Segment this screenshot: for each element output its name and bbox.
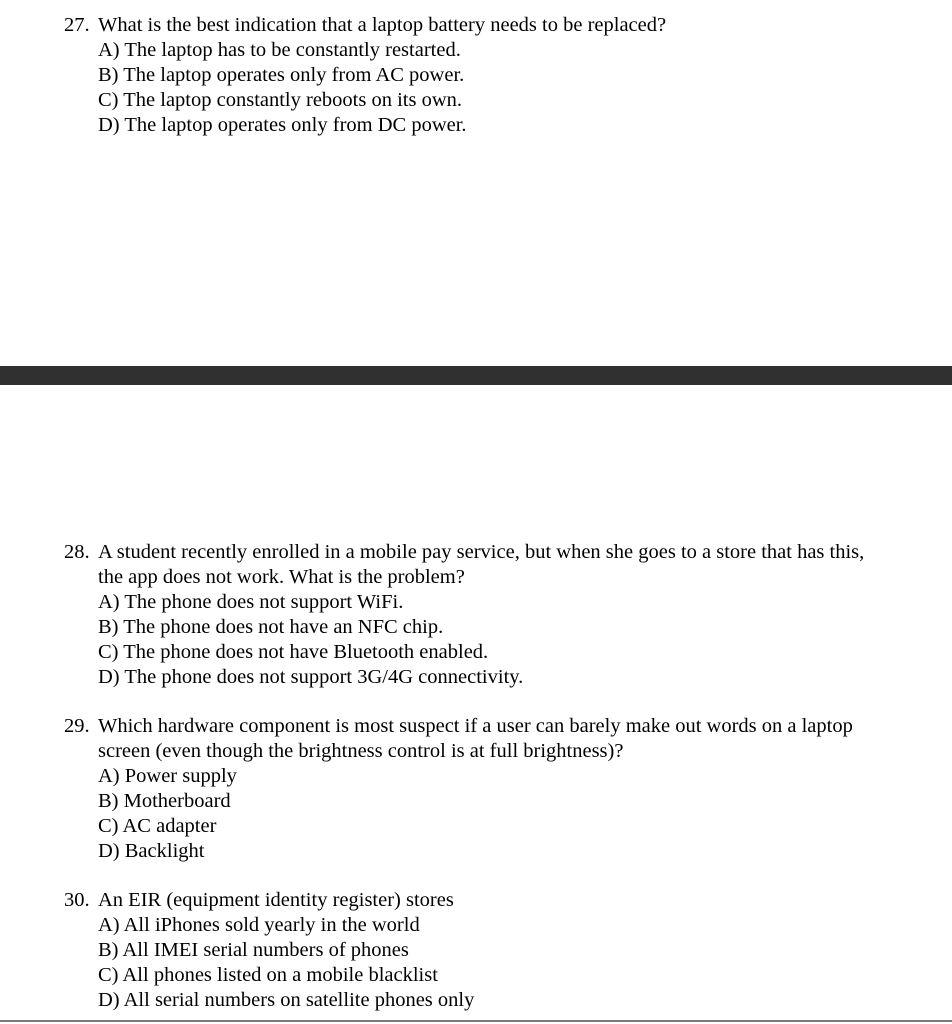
page-break-divider	[0, 366, 952, 385]
question-stem	[64, 13, 894, 38]
answer-option-b: B) All IMEI serial numbers of phones	[98, 939, 409, 961]
question-27	[64, 13, 894, 138]
question-stem	[64, 714, 894, 764]
answer-option-b: B) The laptop operates only from AC power.	[98, 64, 465, 86]
answer-options	[64, 590, 894, 690]
question-number: 28.	[64, 541, 90, 563]
answer-option-b: B) The phone does not have an NFC chip.	[98, 616, 444, 638]
answer-option-a: A) The laptop has to be constantly restarted.	[98, 39, 461, 61]
answer-option-d: D) All serial numbers on satellite phones only	[98, 989, 475, 1011]
question-text: An EIR (equipment identity register) stores	[98, 889, 454, 911]
answer-options	[64, 913, 894, 1013]
question-text: Which hardware component is most suspect if a user can barely make out words on a laptop screen (even though the brightness control is at full brightness)?	[98, 715, 853, 762]
answer-option-d: D) Backlight	[98, 840, 205, 862]
question-number: 29.	[64, 715, 90, 737]
answer-option-d: D) The laptop operates only from DC power.	[98, 114, 467, 136]
question-number: 27.	[64, 14, 90, 36]
question-stem	[64, 540, 894, 590]
answer-option-a: A) All iPhones sold yearly in the world	[98, 914, 420, 936]
answer-option-c: C) All phones listed on a mobile blacklist	[98, 964, 438, 986]
answer-options	[64, 38, 894, 138]
document-page-top	[0, 0, 952, 366]
answer-option-c: C) The laptop constantly reboots on its own.	[98, 89, 463, 111]
question-text: A student recently enrolled in a mobile pay service, but when she goes to a store that has this, the app does not work. What is the problem?	[98, 541, 865, 588]
answer-option-c: C) The phone does not have Bluetooth enabled.	[98, 641, 489, 663]
answer-option-c: C) AC adapter	[98, 815, 217, 837]
answer-options	[64, 764, 894, 864]
answer-option-a: A) Power supply	[98, 765, 237, 787]
answer-option-b: B) Motherboard	[98, 790, 231, 812]
answer-option-a: A) The phone does not support WiFi.	[98, 591, 404, 613]
question-text: What is the best indication that a laptop battery needs to be replaced?	[98, 14, 667, 36]
answer-option-d: D) The phone does not support 3G/4G connectivity.	[98, 666, 524, 688]
bottom-divider	[0, 1020, 952, 1022]
question-number: 30.	[64, 889, 90, 911]
question-30	[64, 888, 894, 1013]
question-stem	[64, 888, 894, 913]
question-29	[64, 714, 894, 864]
question-28	[64, 540, 894, 690]
